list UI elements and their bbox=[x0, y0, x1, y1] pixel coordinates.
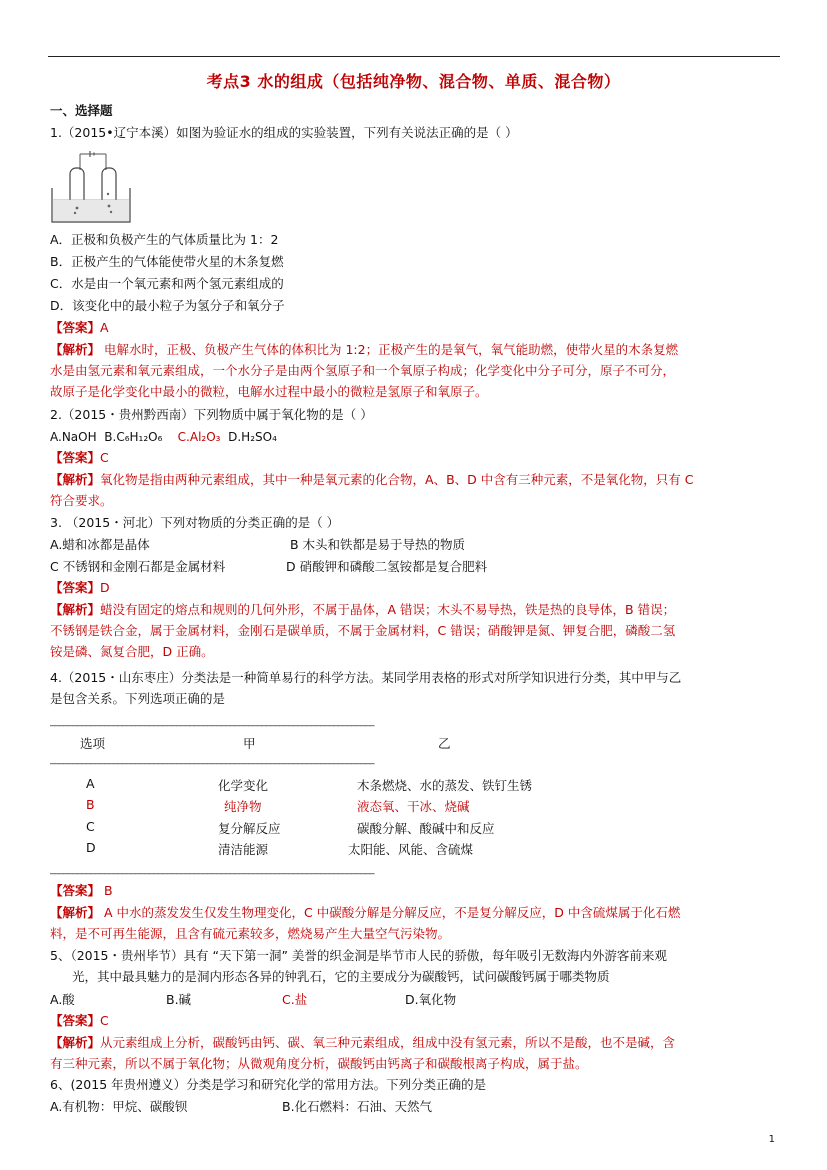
q1-option-b: B．正极产生的气体能使带火星的木条复燃 bbox=[50, 254, 284, 269]
table-rule-top: ________________________________________________________________________ bbox=[50, 716, 374, 727]
explanation-tag: 【解析】 bbox=[50, 905, 101, 920]
explanation-line: 蜡没有固定的熔点和规则的几何外形，不属于晶体，A 错误；木头不易导热，铁是热的良导体，B 错误； bbox=[100, 602, 676, 617]
explanation-tag: 【解析】 bbox=[50, 472, 101, 487]
table-header-yi: 乙 bbox=[438, 736, 451, 751]
explanation-line: A 中水的蒸发发生仅发生物理变化，C 中碳酸分解是分解反应，不是复分解反应，D 中含硫煤属于化石燃 bbox=[104, 905, 681, 920]
q2-option-d: D.H₂SO₄ bbox=[228, 430, 277, 444]
q6-stem: 6、(2015 年贵州遵义）分类是学习和研究化学的常用方法。下列分类正确的是 bbox=[50, 1077, 487, 1092]
answer-tag: 【答案】 bbox=[50, 320, 101, 335]
q2-option-c: C.Al₂O₃ bbox=[177, 430, 221, 444]
q1-explanation bbox=[50, 339, 782, 402]
table-row-c-option: C bbox=[86, 819, 95, 834]
answer-tag: 【答案】 bbox=[50, 1013, 101, 1028]
explanation-line: 氧化物是指由两种元素组成，其中一种是氧元素的化合物，A、B、D 中含有三种元素，不是氧化物，只有 C bbox=[100, 472, 694, 487]
table-row-d-jia: 清洁能源 bbox=[218, 842, 269, 857]
q4-answer bbox=[50, 883, 113, 899]
q5-answer bbox=[50, 1013, 109, 1029]
table-row-c-jia: 复分解反应 bbox=[218, 821, 281, 836]
explanation-tag: 【解析】 bbox=[50, 342, 101, 357]
stem-line: 5、（2015・贵州毕节）具有 “天下第一洞” 美誉的织金洞是毕节市人民的骄傲，每年吸引无数海内外游客前来观 bbox=[50, 948, 667, 963]
answer-tag: 【答案】 bbox=[50, 450, 101, 465]
table-row-a-jia: 化学变化 bbox=[218, 778, 269, 793]
q5-option-d: D.氧化物 bbox=[405, 992, 457, 1007]
q5-option-a: A.酸 bbox=[50, 992, 75, 1007]
table-header-option: 选项 bbox=[80, 736, 106, 751]
table-row-b-yi: 液态氧、干冰、烧碱 bbox=[357, 799, 470, 814]
explanation-line: 料，是不可再生能源，且含有硫元素较多，燃烧易产生大量空气污染物。 bbox=[50, 926, 451, 941]
q5-option-c: C.盐 bbox=[282, 992, 308, 1007]
q1-stem: 1.（2015•辽宁本溪）如图为验证水的组成的实验装置，下列有关说法正确的是（ ） bbox=[50, 125, 518, 140]
section-heading: 一、选择题 bbox=[50, 103, 113, 118]
q1-option-c: C．水是由一个氧元素和两个氢元素组成的 bbox=[50, 276, 284, 291]
stem-line: 是包含关系。下列选项正确的是 bbox=[50, 691, 226, 706]
q5-explanation bbox=[50, 1032, 782, 1074]
q4-stem bbox=[50, 667, 782, 709]
q1-answer bbox=[50, 320, 109, 336]
explanation-line: 不锈钢是铁合金，属于金属材料，金刚石是碳单质，不属于金属材料，C 错误；硝酸钾是氮、钾复合肥，磷酸二氢 bbox=[50, 623, 676, 638]
stem-line: 4.（2015・山东枣庄）分类法是一种简单易行的科学方法。某同学用表格的形式对所学知识进行分类，其中甲与乙 bbox=[50, 670, 682, 685]
q5-stem bbox=[50, 945, 782, 987]
table-header-jia: 甲 bbox=[243, 736, 256, 751]
answer-tag: 【答案】 bbox=[50, 580, 101, 595]
q4-explanation bbox=[50, 902, 782, 944]
q3-option-b: B 木头和铁都是易于导热的物质 bbox=[290, 537, 466, 552]
q2-answer bbox=[50, 450, 109, 466]
page-title: 考点3 水的组成（包括纯净物、混合物、单质、混合物） bbox=[206, 72, 621, 91]
explanation-tag: 【解析】 bbox=[50, 1035, 101, 1050]
answer-value: D bbox=[100, 580, 110, 595]
explanation-line: 电解水时，正极、负极产生气体的体积比为 1:2；正极产生的是氧气，氧气能助燃，使带火星的木条复燃 bbox=[104, 342, 679, 357]
q3-stem: 3. （2015・河北）下列对物质的分类正确的是（ ） bbox=[50, 515, 340, 530]
explanation-line: 有三种元素，所以不属于氧化物；从微观角度分析，碳酸钙由钙离子和碳酸根离子构成，属于盐。 bbox=[50, 1056, 588, 1071]
q2-options bbox=[50, 429, 277, 445]
table-row-b-option: B bbox=[86, 797, 95, 812]
explanation-line: 从元素组成上分析，碳酸钙由钙、碳、氧三种元素组成，组成中没有氢元素，所以不是酸，也不是碱，含 bbox=[100, 1035, 676, 1050]
answer-tag: 【答案】 bbox=[50, 883, 101, 898]
table-row-a-yi: 木条燃烧、水的蒸发、铁钉生锈 bbox=[357, 778, 533, 793]
answer-value: C bbox=[100, 1013, 109, 1028]
table-row-a-option: A bbox=[86, 776, 95, 791]
q3-explanation bbox=[50, 599, 782, 662]
q5-option-b: B.碱 bbox=[166, 992, 192, 1007]
explanation-line: 符合要求。 bbox=[50, 493, 113, 508]
page-number: 1 bbox=[768, 1134, 775, 1145]
explanation-line: 铵是磷、氮复合肥，D 正确。 bbox=[50, 644, 214, 659]
stem-line: 光，其中最具魅力的是洞内形态各异的钟乳石，它的主要成分为碳酸钙，试问碳酸钙属于哪类物质 bbox=[72, 969, 610, 984]
explanation-line: 故原子是化学变化中最小的微粒，电解水过程中最小的微粒是氢原子和氧原子。 bbox=[50, 384, 488, 399]
q2-option-a: A.NaOH bbox=[50, 430, 97, 444]
q6-option-a: A.有机物：甲烷、碳酸钡 bbox=[50, 1099, 188, 1114]
electrolysis-apparatus-figure bbox=[50, 150, 132, 226]
explanation-line: 水是由氢元素和氧元素组成，一个水分子是由两个氢原子和一个氧原子构成；化学变化中分子可分，原子不可分， bbox=[50, 363, 676, 378]
explanation-tag: 【解析】 bbox=[50, 602, 101, 617]
answer-value: A bbox=[100, 320, 109, 335]
table-row-d-yi: 太阳能、风能、含硫煤 bbox=[348, 842, 474, 857]
q3-option-d: D 硝酸钾和磷酸二氢铵都是复合肥料 bbox=[286, 559, 488, 574]
q1-option-a: A．正极和负极产生的气体质量比为 1：2 bbox=[50, 232, 279, 247]
header-rule bbox=[48, 56, 780, 57]
table-row-c-yi: 碳酸分解、酸碱中和反应 bbox=[357, 821, 495, 836]
answer-value: C bbox=[100, 450, 109, 465]
q1-option-d: D．该变化中的最小粒子为氢分子和氧分子 bbox=[50, 298, 285, 313]
table-row-b-jia: 纯净物 bbox=[224, 799, 262, 814]
q2-option-b: B.C₆H₁₂O₆ bbox=[104, 430, 163, 444]
answer-value: B bbox=[104, 883, 113, 898]
q2-explanation bbox=[50, 469, 782, 511]
q2-stem: 2.（2015・贵州黔西南）下列物质中属于氧化物的是（ ） bbox=[50, 407, 373, 422]
table-rule-bottom: ________________________________________________________________________ bbox=[50, 864, 374, 875]
table-row-d-option: D bbox=[86, 840, 96, 855]
q3-option-c: C 不锈钢和金刚石都是金属材料 bbox=[50, 559, 226, 574]
q6-option-b: B.化石燃料：石油、天然气 bbox=[282, 1099, 433, 1114]
q3-option-a: A.蜡和冰都是晶体 bbox=[50, 537, 150, 552]
table-rule-mid: ________________________________________________________________________ bbox=[50, 754, 374, 765]
q3-answer bbox=[50, 580, 110, 596]
